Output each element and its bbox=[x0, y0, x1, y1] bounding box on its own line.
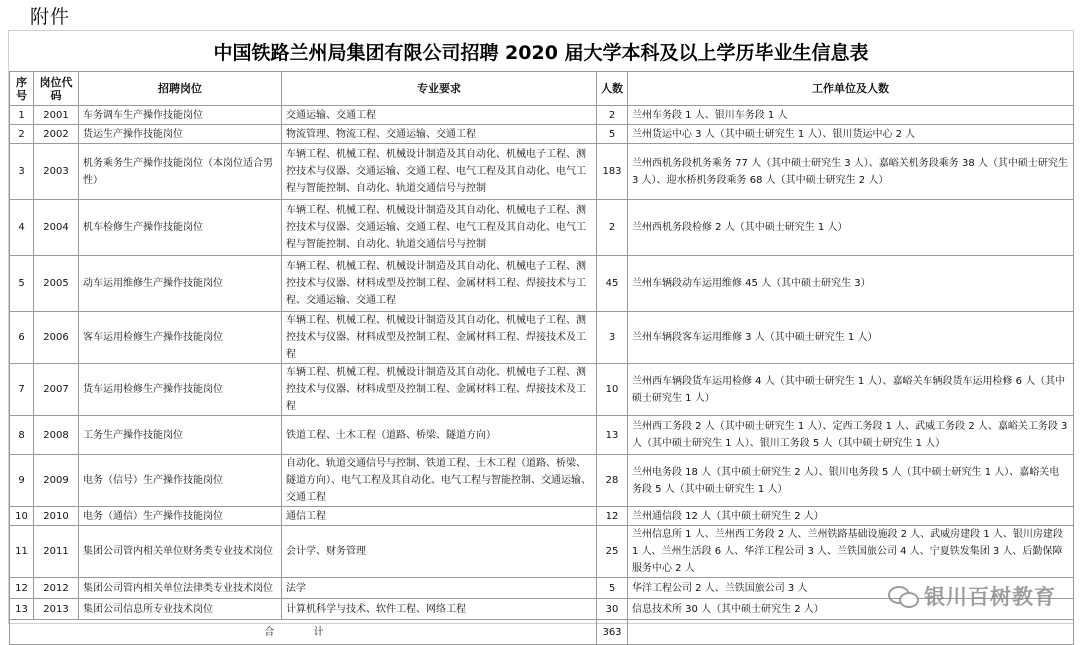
header-units: 工作单位及人数 bbox=[628, 72, 1074, 106]
cell-code: 2008 bbox=[34, 416, 79, 455]
total-row bbox=[10, 620, 1074, 645]
cell-position: 车务调车生产操作技能岗位 bbox=[79, 106, 282, 125]
cell-seq: 7 bbox=[10, 364, 34, 416]
cell-units: 兰州西车辆段货车运用检修 4 人（其中硕士研究生 1 人）、嘉峪关车辆段货车运用检修 6 人（其中硕士研究生 1 人） bbox=[628, 364, 1074, 416]
cell-code: 2007 bbox=[34, 364, 79, 416]
cell-code: 2012 bbox=[34, 578, 79, 599]
cell-major: 会计学、财务管理 bbox=[282, 526, 597, 578]
cell-position: 电务（信号）生产操作技能岗位 bbox=[79, 455, 282, 507]
cell-major: 法学 bbox=[282, 578, 597, 599]
table-row bbox=[10, 200, 1074, 256]
cell-position: 集团公司管内相关单位法律类专业技术岗位 bbox=[79, 578, 282, 599]
cell-units: 华洋工程公司 2 人、兰铁国旅公司 3 人 bbox=[628, 578, 1074, 599]
cell-count: 3 bbox=[597, 312, 628, 364]
recruitment-table bbox=[9, 71, 1074, 645]
header-position: 招聘岗位 bbox=[79, 72, 282, 106]
header-major: 专业要求 bbox=[282, 72, 597, 106]
table-row bbox=[10, 312, 1074, 364]
cell-count: 183 bbox=[597, 144, 628, 200]
cell-seq: 4 bbox=[10, 200, 34, 256]
cell-position: 动车运用维修生产操作技能岗位 bbox=[79, 256, 282, 312]
cell-seq: 9 bbox=[10, 455, 34, 507]
cell-seq: 8 bbox=[10, 416, 34, 455]
cell-units: 兰州西机务段机务乘务 77 人（其中硕士研究生 3 人）、嘉峪关机务段乘务 38 人（其中硕士研究生 3 人）、迎水桥机务段乘务 68 人（其中硕士研究生 2 人） bbox=[628, 144, 1074, 200]
cell-position: 工务生产操作技能岗位 bbox=[79, 416, 282, 455]
cell-seq: 5 bbox=[10, 256, 34, 312]
cell-major: 自动化、轨道交通信号与控制、铁道工程、土木工程（道路、桥梁、隧道方向）、电气工程及其自动化、电气工程与智能控制、交通运输、交通工程 bbox=[282, 455, 597, 507]
cell-major: 车辆工程、机械工程、机械设计制造及其自动化、机械电子工程、测控技术与仪器、材料成型及控制工程、金属材料工程、焊接技术及工程 bbox=[282, 312, 597, 364]
cell-units: 兰州车辆段动车运用维修 45 人（其中硕士研究生 3） bbox=[628, 256, 1074, 312]
table-row bbox=[10, 507, 1074, 526]
cell-position: 机车检修生产操作技能岗位 bbox=[79, 200, 282, 256]
cell-position: 机务乘务生产操作技能岗位（本岗位适合男性） bbox=[79, 144, 282, 200]
header-seq: 序号 bbox=[10, 72, 34, 106]
cell-code: 2006 bbox=[34, 312, 79, 364]
total-count: 363 bbox=[597, 620, 628, 645]
cell-code: 2004 bbox=[34, 200, 79, 256]
table-header-row bbox=[10, 72, 1074, 106]
cell-seq: 12 bbox=[10, 578, 34, 599]
cell-units: 兰州车务段 1 人、银川车务段 1 人 bbox=[628, 106, 1074, 125]
header-count: 人数 bbox=[597, 72, 628, 106]
page-title: 中国铁路兰州局集团有限公司招聘 2020 届大学本科及以上学历毕业生信息表 bbox=[213, 41, 869, 64]
cell-count: 5 bbox=[597, 125, 628, 144]
cell-units: 兰州通信段 12 人（其中硕士研究生 2 人） bbox=[628, 507, 1074, 526]
cell-code: 2011 bbox=[34, 526, 79, 578]
cell-count: 28 bbox=[597, 455, 628, 507]
cell-seq: 2 bbox=[10, 125, 34, 144]
cell-position: 电务（通信）生产操作技能岗位 bbox=[79, 507, 282, 526]
cell-units: 兰州信息所 1 人、兰州西工务段 2 人、兰州铁路基础设施段 2 人、武威房建段 1 人、银川房建段 1 人、兰州生活段 6 人、华洋工程公司 3 人、兰铁国旅公司 4 人、宁夏铁发集团 3 人、后勤保障服务中心 2 人 bbox=[628, 526, 1074, 578]
cell-count: 5 bbox=[597, 578, 628, 599]
cell-seq: 3 bbox=[10, 144, 34, 200]
table-row bbox=[10, 125, 1074, 144]
cell-units: 兰州货运中心 3 人（其中硕士研究生 1 人）、银川货运中心 2 人 bbox=[628, 125, 1074, 144]
cell-units: 信息技术所 30 人（其中硕士研究生 2 人） bbox=[628, 599, 1074, 620]
cell-major: 通信工程 bbox=[282, 507, 597, 526]
cell-major: 计算机科学与技术、软件工程、网络工程 bbox=[282, 599, 597, 620]
watermark-text: 银川百树教育 bbox=[924, 585, 1056, 609]
cell-units: 兰州电务段 18 人（其中硕士研究生 2 人）、银川电务段 5 人（其中硕士研究生 1 人）、嘉峪关电务段 5 人（其中硕士研究生 1 人） bbox=[628, 455, 1074, 507]
cell-position: 客车运用检修生产操作技能岗位 bbox=[79, 312, 282, 364]
table-row bbox=[10, 526, 1074, 578]
cell-code: 2009 bbox=[34, 455, 79, 507]
cell-seq: 6 bbox=[10, 312, 34, 364]
cell-units: 兰州西工务段 2 人（其中硕士研究生 1 人）、定西工务段 1 人、武威工务段 2 人、嘉峪关工务段 3 人（其中硕士研究生 1 人）、银川工务段 5 人（其中硕士研究生 1 人） bbox=[628, 416, 1074, 455]
cell-count: 45 bbox=[597, 256, 628, 312]
total-units-empty bbox=[628, 620, 1074, 645]
cell-position: 货车运用检修生产操作技能岗位 bbox=[79, 364, 282, 416]
cell-seq: 13 bbox=[10, 599, 34, 620]
cell-code: 2010 bbox=[34, 507, 79, 526]
cell-major: 铁道工程、土木工程（道路、桥梁、隧道方向） bbox=[282, 416, 597, 455]
cell-seq: 10 bbox=[10, 507, 34, 526]
watermark bbox=[888, 581, 1056, 611]
cell-seq: 11 bbox=[10, 526, 34, 578]
cell-major: 车辆工程、机械工程、机械设计制造及其自动化、机械电子工程、测控技术与仪器、材料成型及控制工程、金属材料工程、焊接技术及工程 bbox=[282, 364, 597, 416]
cell-position: 集团公司管内相关单位财务类专业技术岗位 bbox=[79, 526, 282, 578]
cell-position: 货运生产操作技能岗位 bbox=[79, 125, 282, 144]
cell-count: 12 bbox=[597, 507, 628, 526]
cell-count: 2 bbox=[597, 106, 628, 125]
cell-count: 30 bbox=[597, 599, 628, 620]
attachment-label: 附件 bbox=[30, 6, 71, 28]
cell-count: 10 bbox=[597, 364, 628, 416]
table-row bbox=[10, 144, 1074, 200]
cell-major: 交通运输、交通工程 bbox=[282, 106, 597, 125]
header-code: 岗位代码 bbox=[34, 72, 79, 106]
cell-code: 2005 bbox=[34, 256, 79, 312]
total-label: 合 计 bbox=[10, 620, 597, 645]
cell-units: 兰州西机务段检修 2 人（其中硕士研究生 1 人） bbox=[628, 200, 1074, 256]
cell-count: 13 bbox=[597, 416, 628, 455]
table-row bbox=[10, 364, 1074, 416]
cell-code: 2002 bbox=[34, 125, 79, 144]
table-row bbox=[10, 256, 1074, 312]
cell-position: 集团公司信息所专业技术岗位 bbox=[79, 599, 282, 620]
cell-major: 物流管理、物流工程、交通运输、交通工程 bbox=[282, 125, 597, 144]
cell-units: 兰州车辆段客车运用维修 3 人（其中硕士研究生 1 人） bbox=[628, 312, 1074, 364]
wechat-icon bbox=[888, 584, 918, 608]
cell-major: 车辆工程、机械工程、机械设计制造及其自动化、机械电子工程、测控技术与仪器、交通运输、交通工程、电气工程及其自动化、电气工程与智能控制、自动化、轨道交通信号与控制 bbox=[282, 144, 597, 200]
recruitment-sheet bbox=[8, 30, 1074, 638]
table-row bbox=[10, 455, 1074, 507]
cell-major: 车辆工程、机械工程、机械设计制造及其自动化、机械电子工程、测控技术与仪器、材料成型及控制工程、金属材料工程、焊接技术与工程、交通运输、交通工程 bbox=[282, 256, 597, 312]
cell-count: 2 bbox=[597, 200, 628, 256]
table-row bbox=[10, 106, 1074, 125]
cell-count: 25 bbox=[597, 526, 628, 578]
cell-seq: 1 bbox=[10, 106, 34, 125]
cell-code: 2001 bbox=[34, 106, 79, 125]
cell-major: 车辆工程、机械工程、机械设计制造及其自动化、机械电子工程、测控技术与仪器、交通运输、交通工程、电气工程及其自动化、电气工程与智能控制、自动化、轨道交通信号与控制 bbox=[282, 200, 597, 256]
cell-code: 2013 bbox=[34, 599, 79, 620]
cell-code: 2003 bbox=[34, 144, 79, 200]
table-row bbox=[10, 416, 1074, 455]
